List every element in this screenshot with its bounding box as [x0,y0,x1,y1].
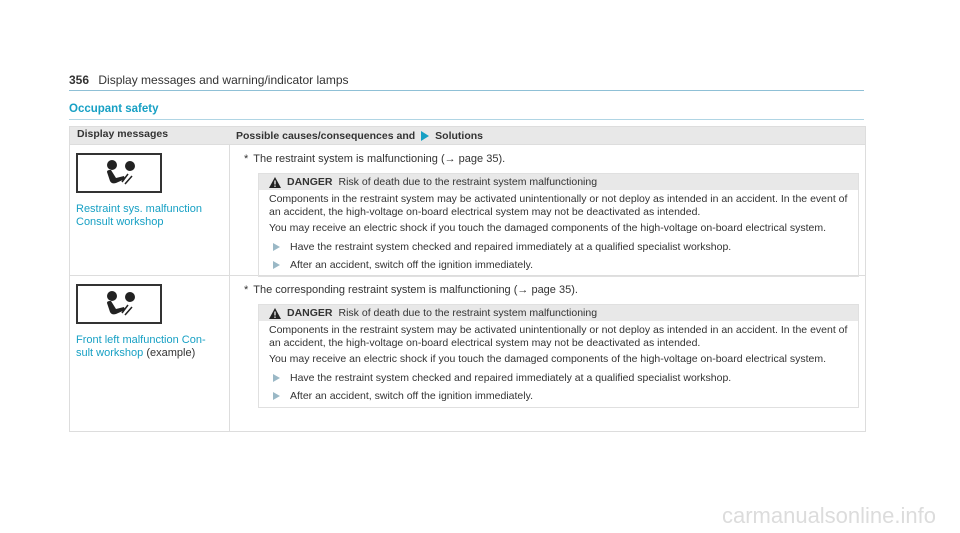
message-label: Front left malfunction Con- sult workshop [76,334,206,359]
section-divider [69,119,864,120]
display-messages-table [69,126,866,432]
step-arrow-icon [273,261,280,269]
solution-step [269,372,848,385]
causes-cell [230,145,865,275]
danger-header [259,305,858,321]
warning-triangle-icon [269,308,281,319]
page-header [69,73,349,87]
table-header [70,127,865,144]
danger-header [259,174,858,190]
column-header-display-messages: Display messages [77,128,169,140]
cause-text: * The restraint system is malfunctioning (→ page 35). [244,153,506,165]
message-label: Restraint sys. malfunction Consult workshop [76,203,202,228]
step-text: Have the restraint system checked and repaired immediately at a qualified specialist workshop. [290,240,732,253]
table-row [70,144,865,275]
section-title: Occupant safety [69,103,159,115]
danger-title: Risk of death due to the restraint system malfunctioning [338,307,598,319]
solution-step [269,259,848,272]
step-arrow-icon [273,392,280,400]
step-text: After an accident, switch off the ignition immediately. [290,259,533,271]
airbag-warning-icon [76,153,162,193]
danger-body [259,321,858,407]
step-text: After an accident, switch off the ignition immediately. [290,390,533,402]
message-suffix: (example) [146,347,196,359]
solution-step [269,241,848,254]
danger-paragraph: You may receive an electric shock if you touch the damaged components of the high-voltage on-board electrical system. [269,353,827,365]
danger-box [258,173,859,277]
column-header-solutions-label: Solutions [435,129,484,142]
display-message-cell [70,276,230,431]
danger-paragraph: Components in the restraint system may be activated unintentionally or not deploy as intended in an accident. In the event of an accident, the high-voltage on-board electrical system may not be deactivated as intended. [269,324,848,349]
danger-label: DANGER [287,176,333,188]
solution-step [269,390,848,403]
causes-cell [230,276,865,431]
page-number: 356 [69,73,90,87]
danger-title: Risk of death due to the restraint system malfunctioning [338,176,598,188]
danger-body [259,190,858,276]
danger-box [258,304,859,408]
watermark: carmanualsonline.info [721,503,936,528]
display-message-text [76,334,226,360]
danger-paragraph: Components in the restraint system may be activated unintentionally or not deploy as intended in an accident. In the event of an accident, the high-voltage on-board electrical system may not be deactivated as intended. [269,193,848,218]
cause-text: * The corresponding restraint system is malfunctioning (→ page 35). [244,284,578,296]
danger-label: DANGER [287,307,333,319]
display-message-text [76,203,226,229]
header-divider [69,90,864,91]
step-text: Have the restraint system checked and repaired immediately at a qualified specialist workshop. [290,371,732,384]
column-header-causes-label: Possible causes/consequences and [236,129,416,142]
step-arrow-icon [273,374,280,382]
danger-paragraph: You may receive an electric shock if you touch the damaged components of the high-voltage on-board electrical system. [269,222,827,234]
airbag-warning-icon [76,284,162,324]
page-header-title: Display messages and warning/indicator lamps [98,73,349,87]
table-row [70,275,865,431]
warning-triangle-icon [269,177,281,188]
cause-label: The corresponding restraint system is malfunctioning (→ page 35). [253,284,578,296]
column-header-causes [230,127,865,144]
solutions-arrow-icon [421,131,429,141]
step-arrow-icon [273,243,280,251]
cause-label: The restraint system is malfunctioning (→ page 35). [253,153,506,165]
display-message-cell [70,145,230,275]
